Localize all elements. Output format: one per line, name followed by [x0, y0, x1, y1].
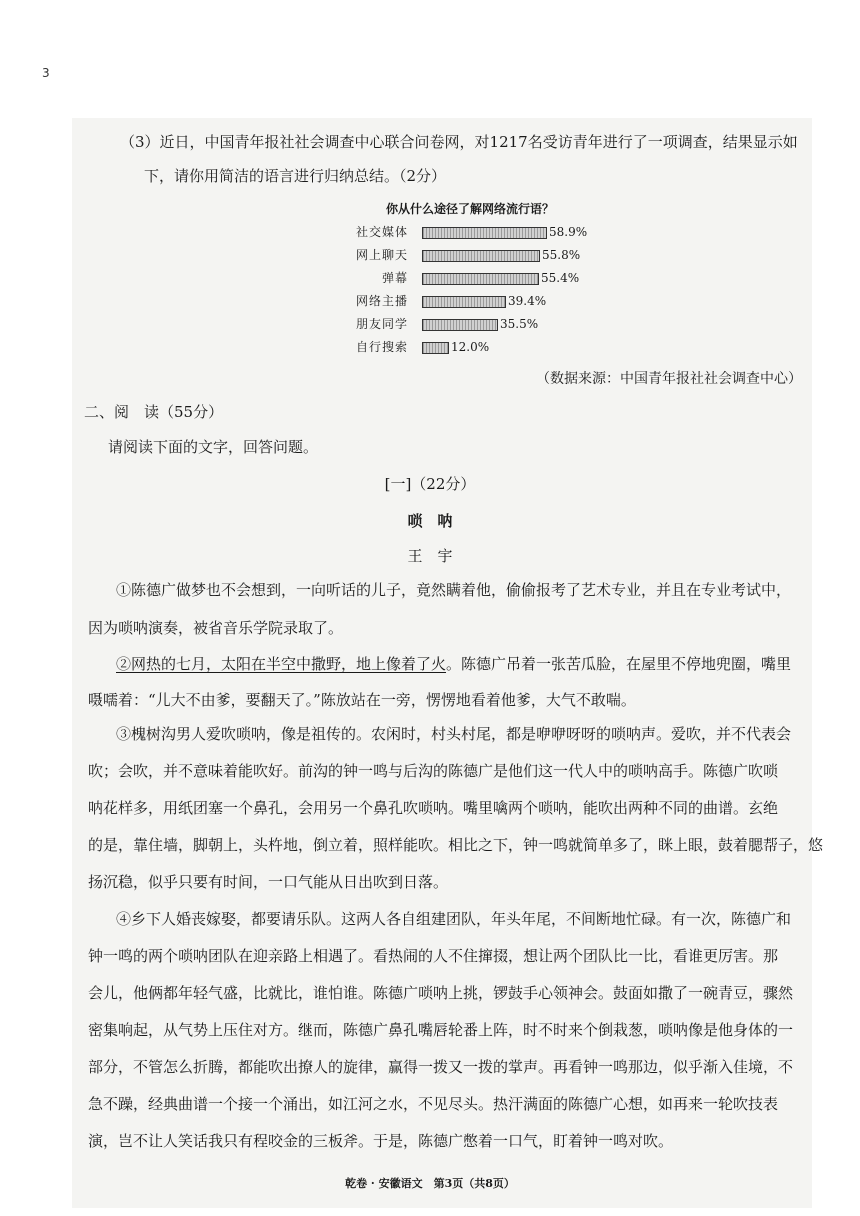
bar-value-label: 39.4% [508, 294, 547, 308]
bar-row [330, 339, 630, 355]
bar-category-label: 朋友同学 [355, 317, 408, 331]
article-author: 王 宇 [407, 547, 453, 565]
page-corner-number: 3 [42, 66, 50, 80]
paragraph-2-line-1 [116, 654, 791, 674]
paragraph-2-rest: 。陈德广吊着一张苦瓜脸，在屋里不停地兜圈，嘴里 [446, 655, 792, 673]
bar-category-label: 弹幕 [381, 271, 408, 285]
paragraph-3-line-4: 的是，靠住墙，脚朝上，头杵地，倒立着，照样能吹。相比之下，钟一鸣就简单多了，眯上眼，鼓着腮帮子，悠 [88, 836, 824, 854]
chart-title: 你从什么途径了解网络流行语？ [385, 202, 554, 216]
bar-row [330, 270, 630, 286]
bar [422, 319, 498, 331]
question-3-line-2: 下，请你用简洁的语言进行归纳总结。（2分） [144, 167, 447, 185]
bar-value-label: 55.4% [541, 271, 580, 285]
bar-category-label: 网络主播 [355, 294, 408, 308]
bar-row [330, 247, 630, 263]
data-source-note: （数据来源：中国青年报社社会调查中心） [536, 371, 802, 387]
bar-value-label: 58.9% [549, 225, 588, 239]
bar-value-label: 12.0% [451, 340, 490, 354]
paragraph-3-line-3: 呐花样多，用纸团塞一个鼻孔，会用另一个鼻孔吹唢呐。嘴里噙两个唢呐，能吹出两种不同的曲谱。玄绝 [88, 799, 779, 817]
bar-category-label: 自行搜索 [355, 340, 408, 354]
paragraph-4-line-5: 部分，不管怎么折腾，都能吹出撩人的旋律，赢得一拨又一拨的掌声。再看钟一鸣那边，似乎渐入佳境，不 [88, 1058, 794, 1076]
paragraph-4-line-1: ④乡下人婚丧嫁娶，都要请乐队。这两人各自组建团队，年头年尾，不间断地忙碌。有一次，陈德广和 [116, 910, 792, 928]
bar [422, 296, 506, 308]
question-3-line-1: （3）近日，中国青年报社社会调查中心联合问卷网，对1217名受访青年进行了一项调查，结果显示如 [120, 133, 798, 151]
bar-row [330, 293, 630, 309]
bar-row [330, 316, 630, 332]
underlined-sentence: ②网热的七月，太阳在半空中撒野，地上像着了火 [116, 655, 447, 673]
reading-instruction: 请阅读下面的文字，回答问题。 [108, 438, 319, 456]
paragraph-3-line-2: 吹；会吹，并不意味着能吹好。前沟的钟一鸣与后沟的陈德广是他们这一代人中的唢呐高手。陈德广吹唢 [88, 762, 779, 780]
page-footer: 乾卷 · 安徽语文 第3页（共8页） [345, 1177, 515, 1190]
bar-row [330, 224, 630, 240]
bar-category-label: 社交媒体 [355, 225, 408, 239]
paragraph-1-line-1: ①陈德广做梦也不会想到，一向听话的儿子，竟然瞒着他，偷偷报考了艺术专业，并且在专业考试中， [116, 581, 792, 599]
bar [422, 342, 449, 354]
paragraph-3-line-5: 扬沉稳，似乎只要有时间，一口气能从日出吹到日落。 [88, 873, 449, 891]
paragraph-4-line-3: 会儿，他俩都年轻气盛，比就比，谁怕谁。陈德广唢呐上挑，锣鼓手心领神会。鼓面如撒了一碗青豆，骤然 [88, 984, 794, 1002]
article-title: 唢 呐 [407, 512, 453, 530]
paragraph-2-line-2: 嗫嚅着：“儿大不由爹，要翻天了。”陈放站在一旁，愣愣地看着他爹，大气不敢喘。 [88, 691, 636, 709]
section-2-heading: 二、阅 读（55分） [84, 403, 224, 421]
bar-category-label: 网上聊天 [355, 248, 408, 262]
bar [422, 227, 547, 239]
paragraph-4-line-2: 钟一鸣的两个唢呐团队在迎亲路上相遇了。看热闹的人不住撺掇，想让两个团队比一比，看谁更厉害。那 [88, 947, 779, 965]
bar-value-label: 35.5% [500, 317, 539, 331]
bar [422, 273, 539, 285]
paragraph-1-line-2: 因为唢呐演奏，被省音乐学院录取了。 [88, 619, 344, 637]
bar-value-label: 55.8% [542, 248, 581, 262]
paragraph-4-line-4: 密集响起，从气势上压住对方。继而，陈德广鼻孔嘴唇轮番上阵，时不时来个倒栽葱，唢呐像是他身体的一 [88, 1021, 794, 1039]
paragraph-3-line-1: ③槐树沟男人爱吹唢呐，像是祖传的。农闲时，村头村尾，都是咿咿呀呀的唢呐声。爱吹，并不代表会 [116, 725, 792, 743]
paragraph-4-line-6: 急不躁，经典曲谱一个接一个涌出，如江河之水，不见尽头。热汗满面的陈德广心想，如再来一轮吹技表 [88, 1095, 779, 1113]
paragraph-4-line-7: 演，岂不让人笑话我只有程咬金的三板斧。于是，陈德广憋着一口气，盯着钟一鸣对吹。 [88, 1132, 674, 1150]
part-label: [一]（22分） [384, 475, 476, 493]
bar [422, 250, 540, 262]
